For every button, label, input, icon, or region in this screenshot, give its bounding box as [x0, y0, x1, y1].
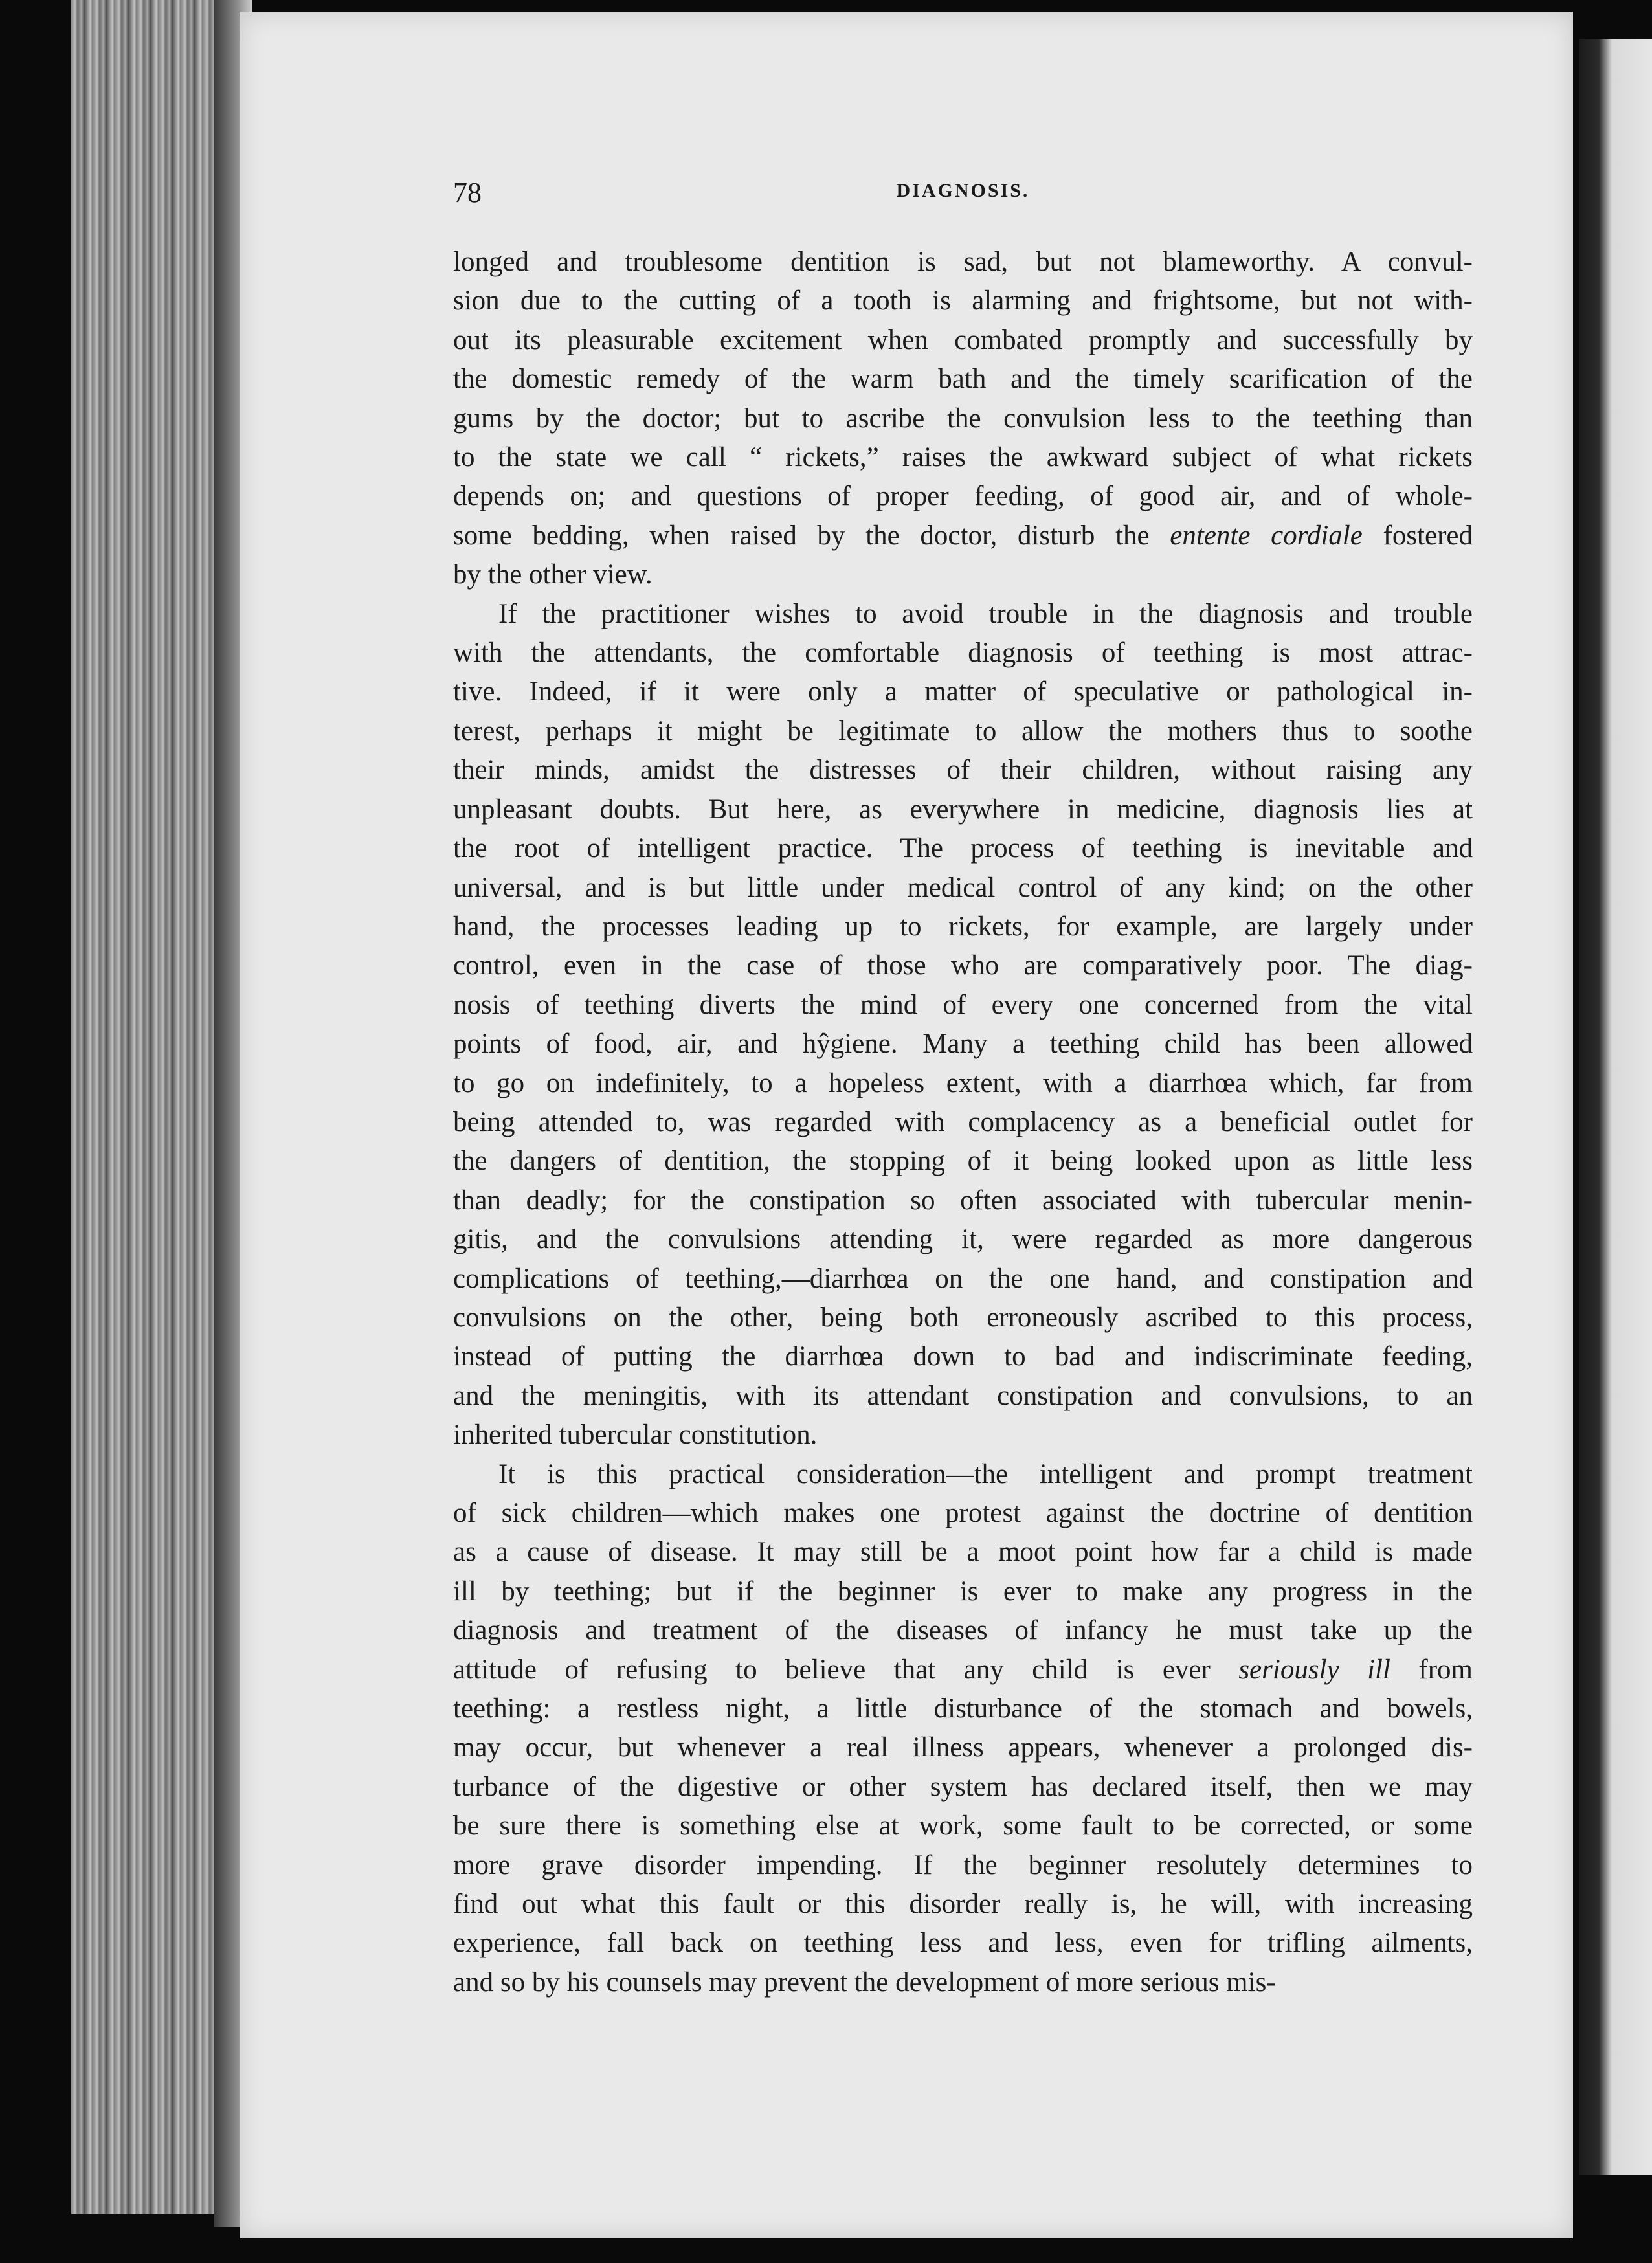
text-line: more grave disorder impending. If the beginner resolutely determines to [453, 1849, 1473, 1880]
text-line: points of food, air, and hŷgiene. Many a teething child has been allowed [453, 1029, 1473, 1060]
text-line: their minds, amidst the distresses of their children, without raising any [453, 755, 1473, 786]
text-line: control, even in the case of those who are comparatively poor. The diag- [453, 950, 1473, 981]
text-line: inherited tubercular constitution. [453, 1420, 818, 1451]
text-line: attitude of refusing to believe that any child is ever seriously ill from [453, 1654, 1473, 1685]
text-line: of sick children—which makes one protest against the doctrine of dentition [453, 1498, 1473, 1528]
text-line: as a cause of disease. It may still be a moot point how far a child is made [453, 1537, 1473, 1568]
text-line: nosis of teething diverts the mind of every one concerned from the vital [453, 989, 1473, 1020]
text-line: the domestic remedy of the warm bath and the timely scarification of the [453, 364, 1473, 395]
text-line: may occur, but whenever a real illness appears, whenever a prolonged dis- [453, 1732, 1473, 1763]
text-line: with the attendants, the comfortable diagnosis of teething is most attrac- [453, 638, 1473, 669]
text-line: unpleasant doubts. But here, as everywhere in medicine, diagnosis lies at [453, 794, 1473, 825]
text-line: universal, and is but little under medical control of any kind; on the other [453, 872, 1473, 903]
text-line: sion due to the cutting of a tooth is alarming and frightsome, but not with- [453, 285, 1473, 317]
text-line: hand, the processes leading up to rickets, for example, are largely under [453, 911, 1473, 942]
text-line: diagnosis and treatment of the diseases of infancy he must take up the [453, 1615, 1473, 1646]
text-line: the dangers of dentition, the stopping of it being looked upon as little less [453, 1146, 1473, 1177]
text-line: find out what this fault or this disorder really is, he will, with increasing [453, 1889, 1473, 1920]
running-title: DIAGNOSIS. [896, 180, 1030, 201]
text-line: by the other view. [453, 559, 653, 590]
text-line: turbance of the digestive or other system has declared itself, then we may [453, 1771, 1473, 1802]
text-line: convulsions on the other, being both erroneously ascribed to this process, [453, 1302, 1473, 1333]
text-line: and so by his counsels may prevent the development of more serious mis- [453, 1967, 1276, 1998]
text-line: instead of putting the diarrhœa down to bad and indiscriminate feeding, [453, 1341, 1473, 1372]
paragraph [453, 595, 1473, 1455]
text-line: to the state we call “ rickets,” raises the awkward subject of what rickets [453, 442, 1473, 473]
text-line: terest, perhaps it might be legitimate to allow the mothers thus to soothe [453, 715, 1473, 746]
text-line: gums by the doctor; but to ascribe the convulsion less to the teething than [453, 403, 1473, 434]
body-text [453, 243, 1473, 2002]
text-line: If the practitioner wishes to avoid trouble in the diagnosis and trouble [498, 598, 1473, 629]
text-line: to go on indefinitely, to a hopeless extent, with a diarrhœa which, far from [453, 1067, 1473, 1098]
paragraph [453, 243, 1473, 595]
text-line: be sure there is something else at work, some fault to be corrected, or some [453, 1811, 1473, 1842]
text-line: longed and troublesome dentition is sad, but not blameworthy. A convul- [453, 247, 1473, 277]
page-number: 78 [453, 177, 482, 208]
running-head [453, 176, 1473, 215]
adjacent-page-edge [1579, 39, 1652, 2175]
text-line: and the meningitis, with its attendant constipation and convulsions, to an [453, 1380, 1473, 1411]
text-line: ill by teething; but if the beginner is ever to make any progress in the [453, 1576, 1473, 1607]
text-line: It is this practical consideration—the intelligent and prompt treatment [498, 1458, 1473, 1489]
text-line: some bedding, when raised by the doctor, disturb the entente cordiale fostered [453, 520, 1473, 551]
text-line: the root of intelligent practice. The process of teething is inevitable and [453, 833, 1473, 864]
paragraph [453, 1455, 1473, 2003]
text-line: out its pleasurable excitement when combated promptly and successfully by [453, 324, 1473, 355]
text-line: tive. Indeed, if it were only a matter of speculative or pathological in- [453, 676, 1473, 708]
text-line: teething: a restless night, a little disturbance of the stomach and bowels, [453, 1693, 1473, 1724]
text-line: experience, fall back on teething less and less, even for trifling ailments, [453, 1928, 1473, 1959]
text-line: depends on; and questions of proper feeding, of good air, and of whole- [453, 481, 1473, 512]
text-line: being attended to, was regarded with complacency as a beneficial outlet for [453, 1106, 1473, 1137]
text-line: gitis, and the convulsions attending it, were regarded as more dangerous [453, 1224, 1473, 1255]
text-line: complications of teething,—diarrhœa on the one hand, and constipation and [453, 1263, 1473, 1294]
text-line: than deadly; for the constipation so often associated with tubercular menin- [453, 1185, 1473, 1216]
